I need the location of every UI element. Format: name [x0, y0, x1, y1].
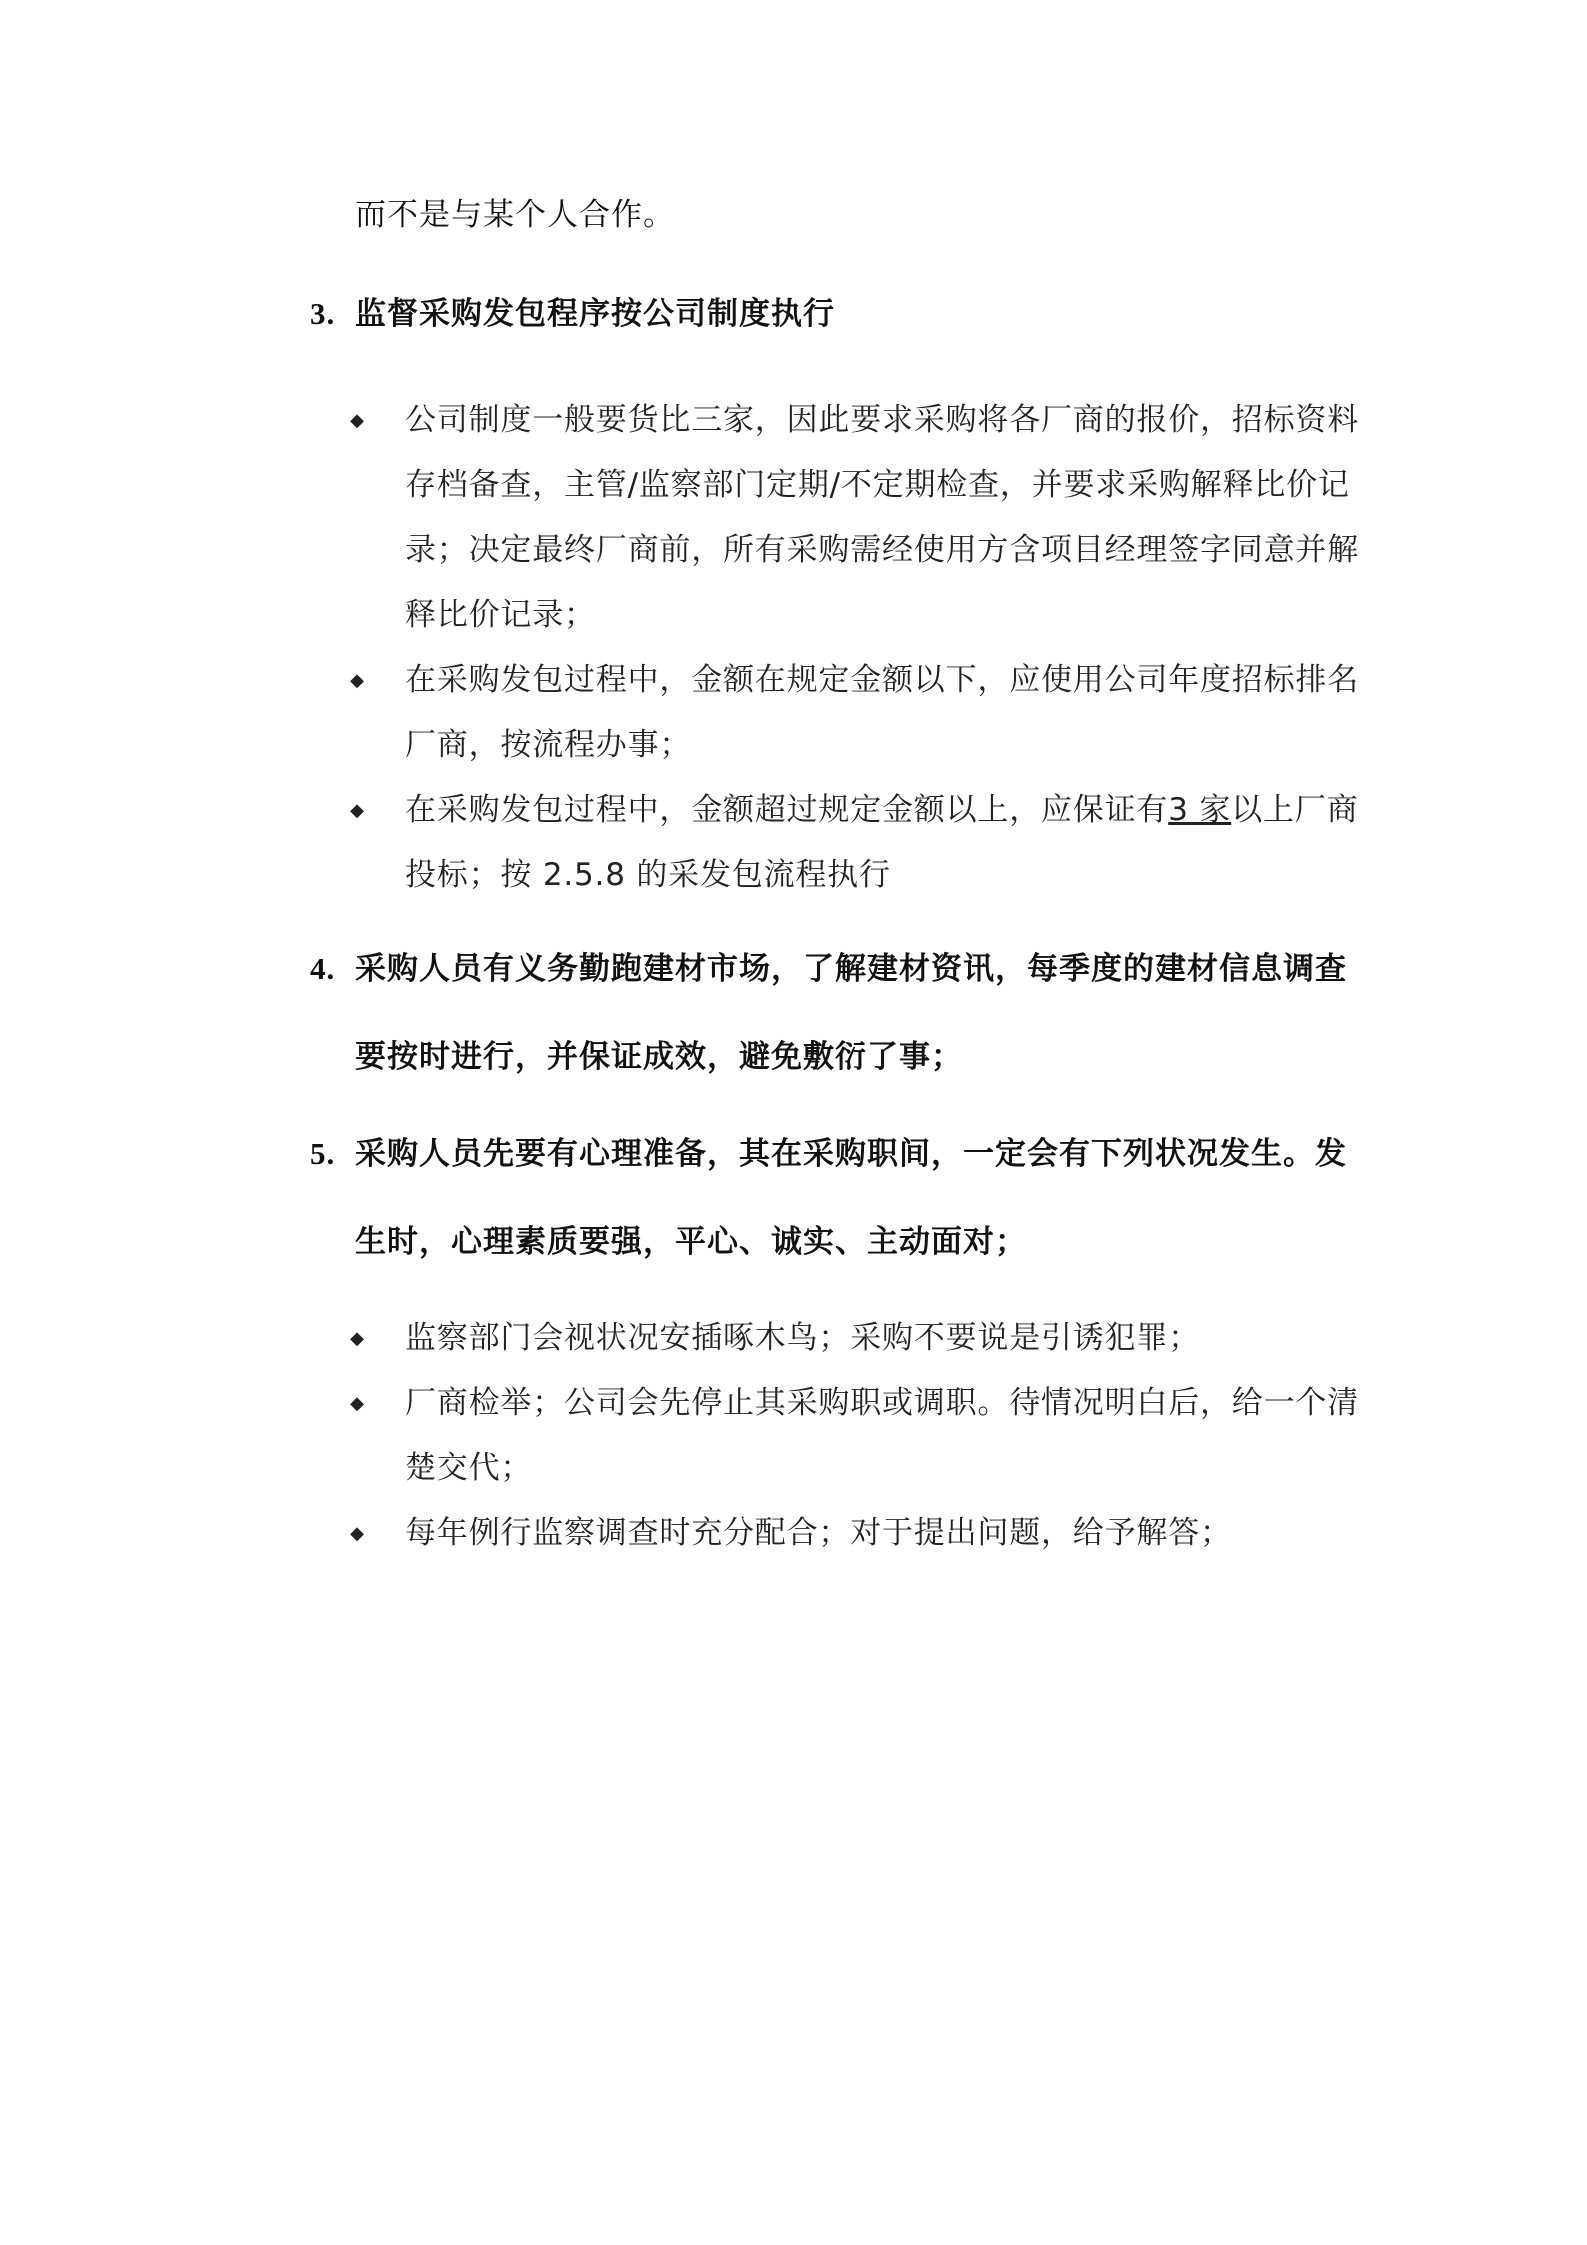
- continuation-paragraph: 而不是与某个人合作。: [355, 197, 675, 233]
- section-3-title: 监督采购发包程序按公司制度执行: [355, 296, 835, 332]
- section-3: [310, 270, 1360, 908]
- list-item: [310, 1501, 1360, 1566]
- list-item-text-part: 在采购发包过程中，金额超过规定金额以上，应保证有: [405, 792, 1169, 828]
- section-4-number: 4.: [310, 951, 336, 986]
- section-5: [310, 1110, 1360, 1566]
- list-item-text: 公司制度一般要货比三家，因此要求采购将各厂商的报价，招标资料存档备查，主管/监察部门定期/不定期检查，并要求采购解释比价记录；决定最终厂商前，所有采购需经使用方含项目经理签字同意并解释比价记录；: [405, 402, 1359, 633]
- section-5-bullet-list: [310, 1306, 1360, 1566]
- list-item-text-part: 以上厂商投标；按 2.5.8 的采发包流程执行: [405, 792, 1359, 893]
- diamond-bullet-icon: ◆: [350, 1523, 365, 1544]
- section-4: [310, 925, 1360, 1101]
- diamond-bullet-icon: ◆: [350, 1328, 365, 1349]
- section-4-title: 采购人员有义务勤跑建材市场，了解建材资讯，每季度的建材信息调查要按时进行，并保证成效，避免敷衍了事；: [355, 951, 1347, 1075]
- list-item: [310, 1371, 1360, 1501]
- section-4-heading: [310, 925, 1360, 1101]
- list-item: [310, 648, 1360, 778]
- diamond-bullet-icon: ◆: [350, 670, 365, 691]
- list-item-text: 在采购发包过程中，金额在规定金额以下，应使用公司年度招标排名厂商，按流程办事；: [405, 662, 1359, 763]
- underlined-count: 3 家: [1168, 792, 1232, 828]
- list-item-text: 厂商检举；公司会先停止其采购职或调职。待情况明白后，给一个清楚交代；: [405, 1385, 1359, 1486]
- diamond-bullet-icon: ◆: [350, 410, 365, 431]
- section-3-bullet-list: [310, 388, 1360, 908]
- section-5-number: 5.: [310, 1136, 336, 1171]
- list-item-text: 监察部门会视状况安插啄木鸟；采购不要说是引诱犯罪；: [405, 1320, 1200, 1356]
- section-3-number: 3.: [310, 296, 336, 331]
- section-5-title: 采购人员先要有心理准备，其在采购职间，一定会有下列状况发生。发生时，心理素质要强，平心、诚实、主动面对；: [355, 1136, 1347, 1260]
- list-item: [310, 1306, 1360, 1371]
- diamond-bullet-icon: ◆: [350, 1393, 365, 1414]
- diamond-bullet-icon: ◆: [350, 800, 365, 821]
- section-5-heading: [310, 1110, 1360, 1286]
- list-item-text: 每年例行监察调查时充分配合；对于提出问题，给予解答；: [405, 1515, 1232, 1551]
- list-item: [310, 778, 1360, 908]
- list-item-text: [405, 778, 1360, 908]
- list-item: [310, 388, 1360, 648]
- section-3-heading: [310, 270, 1360, 358]
